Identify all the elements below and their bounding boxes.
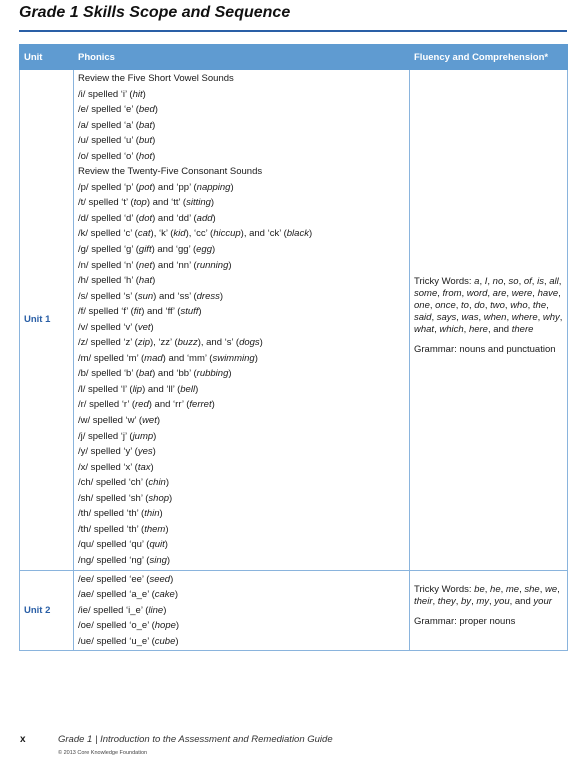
phonics-item: /a/ spelled ‘a’ (bat): [78, 119, 156, 131]
phonics-item: /th/ spelled ‘th’ (thin): [78, 508, 163, 520]
phonics-cell: [74, 70, 410, 571]
phonics-item: /t/ spelled ‘t’ (top) and ‘tt’ (sitting): [78, 197, 215, 209]
header-fluency: Fluency and Comprehension*: [410, 45, 568, 70]
phonics-item: /k/ spelled ‘c’ (cat), ‘k’ (kid), ‘cc’ (hiccup), and ‘ck’ (black): [78, 228, 313, 240]
phonics-item: /ng/ spelled ‘ng’ (sing): [78, 554, 171, 566]
table-row: [20, 570, 568, 651]
scope-sequence-table: [19, 44, 568, 651]
header-phonics: Phonics: [74, 45, 410, 70]
phonics-item: /l/ spelled ‘l’ (lip) and ‘ll’ (bell): [78, 383, 199, 395]
fluency-item: Grammar: proper nouns: [414, 616, 516, 628]
phonics-item: /oe/ spelled ‘o_e’ (hope): [78, 620, 180, 632]
footer-copyright: © 2013 Core Knowledge Foundation: [58, 750, 148, 756]
phonics-item: /j/ spelled ‘j’ (jump): [78, 430, 157, 442]
fluency-cell: [410, 70, 568, 571]
phonics-item: /v/ spelled ‘v’ (vet): [78, 321, 154, 333]
phonics-item: /r/ spelled ‘r’ (red) and ‘rr’ (ferret): [78, 399, 215, 411]
phonics-item: /i/ spelled ‘i’ (hit): [78, 88, 146, 100]
phonics-item: /e/ spelled ‘e’ (bed): [78, 104, 158, 116]
page-number: x: [20, 734, 26, 745]
phonics-item: /ch/ spelled ‘ch’ (chin): [78, 477, 170, 489]
phonics-item: /ee/ spelled ‘ee’ (seed): [78, 573, 174, 585]
phonics-item: /ue/ spelled ‘u_e’ (cube): [78, 635, 179, 647]
phonics-item: /ae/ spelled ‘a_e’ (cake): [78, 589, 179, 601]
phonics-item: /s/ spelled ‘s’ (sun) and ‘ss’ (dress): [78, 290, 224, 302]
fluency-item: Tricky Words: be, he, me, she, we, their, they, by, my, you, and your: [414, 584, 560, 608]
phonics-item: /w/ spelled ‘w’ (wet): [78, 415, 161, 427]
phonics-item: /h/ spelled ‘h’ (hat): [78, 275, 156, 287]
phonics-item: /g/ spelled ‘g’ (gift) and ‘gg’ (egg): [78, 244, 216, 256]
unit-label: Unit 1: [20, 70, 74, 571]
phonics-item: /n/ spelled ‘n’ (net) and ‘nn’ (running): [78, 259, 232, 271]
unit-label: Unit 2: [20, 570, 74, 651]
phonics-item: /f/ spelled ‘f’ (fit) and ‘ff’ (stuff): [78, 306, 202, 318]
title-rule: [19, 30, 567, 32]
phonics-item: /p/ spelled ‘p’ (pot) and ‘pp’ (napping): [78, 181, 234, 193]
phonics-item: /th/ spelled ‘th’ (them): [78, 523, 169, 535]
phonics-item: /o/ spelled ‘o’ (hot): [78, 150, 156, 162]
fluency-item: Grammar: nouns and punctuation: [414, 343, 556, 355]
phonics-item: Review the Twenty-Five Consonant Sounds: [78, 166, 263, 178]
phonics-item: /ie/ spelled ‘i_e’ (line): [78, 604, 167, 616]
phonics-item: /qu/ spelled ‘qu’ (quit): [78, 539, 168, 551]
phonics-cell: [74, 570, 410, 651]
fluency-item: Tricky Words: a, I, no, so, of, is, all, some, from, word, are, were, have, one, once, to, do, two, who, the, said, says, was, when, where, why, what, which, here, and there: [414, 275, 563, 335]
phonics-item: /m/ spelled ‘m’ (mad) and ‘mm’ (swimming): [78, 352, 258, 364]
table-header-row: [20, 45, 568, 70]
phonics-item: /z/ spelled ‘z’ (zip), ‘zz’ (buzz), and ‘s’ (dogs): [78, 337, 263, 349]
footer-text: Grade 1 | Introduction to the Assessment and Remediation Guide: [58, 734, 333, 745]
phonics-item: /u/ spelled ‘u’ (but): [78, 135, 156, 147]
phonics-item: /sh/ spelled ‘sh’ (shop): [78, 492, 173, 504]
phonics-item: /y/ spelled ‘y’ (yes): [78, 446, 156, 458]
header-unit: Unit: [20, 45, 74, 70]
phonics-item: Review the Five Short Vowel Sounds: [78, 73, 234, 84]
table-row: [20, 70, 568, 571]
fluency-cell: [410, 570, 568, 651]
page-title: Grade 1 Skills Scope and Sequence: [19, 4, 291, 21]
phonics-item: /b/ spelled ‘b’ (bat) and ‘bb’ (rubbing): [78, 368, 232, 380]
phonics-item: /d/ spelled ‘d’ (dot) and ‘dd’ (add): [78, 212, 216, 224]
phonics-item: /x/ spelled ‘x’ (tax): [78, 461, 154, 473]
